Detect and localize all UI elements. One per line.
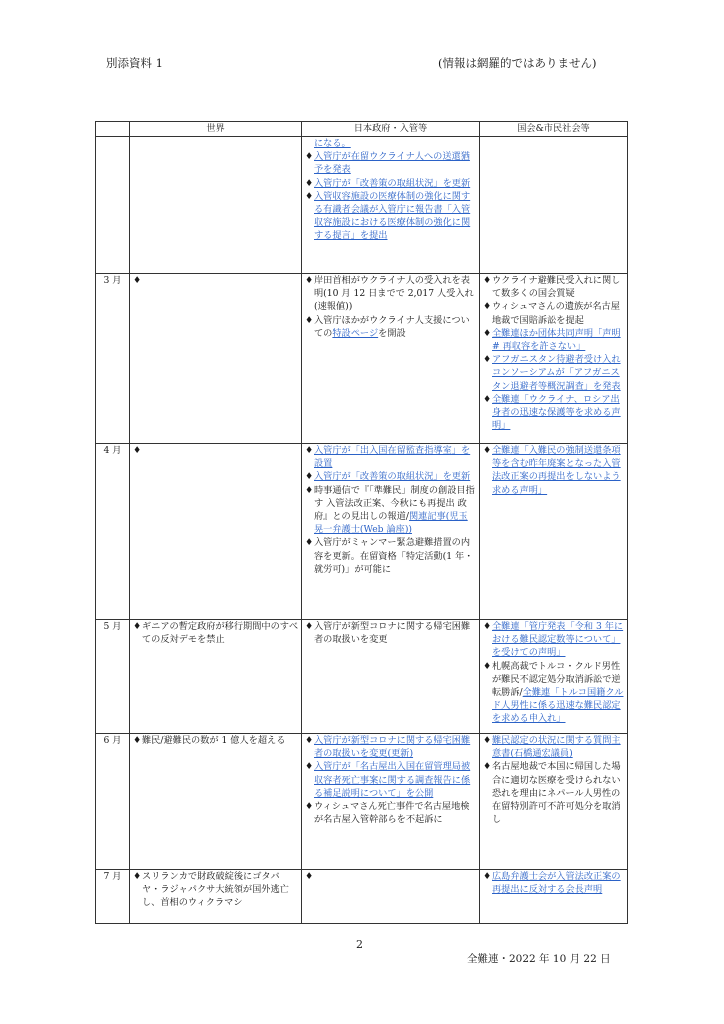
table-row xyxy=(96,620,628,734)
list-item xyxy=(133,620,298,646)
month-cell: 6 月 xyxy=(96,734,130,870)
bullet-icon: ♦ xyxy=(305,275,314,286)
bullet-icon: ♦ xyxy=(483,275,492,286)
month-cell: 5 月 xyxy=(96,620,130,734)
month-header xyxy=(96,122,130,137)
gov-item-link[interactable]: 入管庁が「改善策の取組状況」を更新 xyxy=(314,471,471,483)
list-item xyxy=(483,870,624,896)
civil-item-link[interactable]: アフガニスタン待避者受け入れコンソーシアムが「アフガニスタン退避者等概況調査」を発表 xyxy=(492,354,621,392)
bullet-icon: ♦ xyxy=(305,621,314,632)
gov-item-link[interactable]: 入管庁が「出入国在留監査指導室」を設置 xyxy=(314,445,471,470)
civil-item-link[interactable]: 全難連「管庁発表「令和 3 年における難民認定数等について」を受けての声明」 xyxy=(492,621,624,659)
civil-item-text: 札幌高裁でトルコ・クルド男性が難民不認定処分取消訴訟で逆転勝訴/ xyxy=(492,660,621,699)
document-label: 別添資料 1 xyxy=(106,56,163,70)
world-cell xyxy=(130,734,302,870)
civil-item-link[interactable]: 広島弁護士会が入管法改正案の再提出に反対する会長声明 xyxy=(492,871,621,896)
civil-cell xyxy=(480,274,628,444)
bullet-icon: ♦ xyxy=(483,871,492,882)
gov-item-text: を開設 xyxy=(378,327,406,339)
civil-item-text: ウィシュマさんの遺族が名古屋地裁で国賠訴訟を提起 xyxy=(492,301,620,326)
gov-item-text: 入管庁がミャンマー緊急避難措置の内容を更新。在留資格「特定活動(1 年・就労可)」が可能に xyxy=(314,537,474,575)
civil-cell xyxy=(480,870,628,924)
gov-item-link[interactable]: になる。 xyxy=(314,138,351,149)
gov-item-link[interactable]: 入管庁が「改善策の取組状況」を更新 xyxy=(314,177,471,189)
bullet-icon: ♦ xyxy=(305,801,314,813)
bullet-icon: ♦ xyxy=(483,301,492,313)
world-cell xyxy=(130,444,302,620)
table-header-row xyxy=(96,122,628,137)
bullet-icon: ♦ xyxy=(483,761,492,773)
civil-item-link[interactable]: 難民認定の状況に関する質問主意書(石橋通宏議員) xyxy=(492,735,621,760)
list-item xyxy=(305,620,476,646)
list-item xyxy=(483,300,624,326)
world-item-text: ギニアの暫定政府が移行期間中のすべての反対デモを禁止 xyxy=(142,621,299,646)
bullet-icon: ♦ xyxy=(133,735,142,746)
list-item xyxy=(305,470,476,483)
civil-item-link[interactable]: 全難連「ウクライナ、ロシア出身者の迅速な保護等を求める声明」 xyxy=(492,393,621,432)
civil-item-link[interactable]: 全難連「トルコ国籍クルド人男性に係る迅速な難民認定を求める申入れ」 xyxy=(492,687,624,725)
bullet-icon: ♦ xyxy=(483,660,492,672)
table-row xyxy=(96,274,628,444)
month-cell xyxy=(96,137,130,274)
civil-item-text: ウクライナ避難民受入れに関して数多くの国会質疑 xyxy=(492,275,621,300)
list-item xyxy=(305,536,476,576)
bullet-icon: ♦ xyxy=(133,621,142,632)
gov-item-text: 岸田首相がウクライナ人の受入れを表明(10 月 12 日までで 2,017 人受入れ(速報値)) xyxy=(314,275,474,313)
bullet-icon: ♦ xyxy=(305,735,314,746)
civil-cell xyxy=(480,734,628,870)
world-cell xyxy=(130,620,302,734)
gov-item-link[interactable]: 入管収容施設の医療体制の強化に関する有識者会議が入管庁に報告書「入管収容施設における医療体制の強化に関する提言」を提出 xyxy=(314,190,471,242)
special-page-link[interactable]: 特設ページ xyxy=(332,327,379,339)
table-row xyxy=(96,137,628,274)
list-item xyxy=(133,870,298,910)
bullet-icon: ♦ xyxy=(483,735,492,746)
gov-cell xyxy=(302,734,480,870)
gov-cell xyxy=(302,870,480,924)
list-item xyxy=(305,150,476,176)
related-article-link[interactable]: 関連記事(児玉晃一弁護士(Web 論座)) xyxy=(314,511,468,536)
table-row xyxy=(96,734,628,870)
civil-cell xyxy=(480,620,628,734)
list-item xyxy=(305,484,476,537)
list-item xyxy=(483,620,624,660)
footer-credit: 全難連・2022 年 10 月 22 日 xyxy=(467,953,611,965)
world-header: 世界 xyxy=(130,122,302,137)
bullet-icon: ♦ xyxy=(305,314,314,326)
month-cell: 7 月 xyxy=(96,870,130,924)
bullet-icon: ♦ xyxy=(133,871,142,882)
list-item xyxy=(305,274,476,314)
timeline-table xyxy=(95,121,628,924)
world-cell xyxy=(130,870,302,924)
civil-item-text: 名古屋地裁で本国に帰国した場合に適切な医療を受けられない恐れを理由にネパール人男性の在留特別許可不許可処分を取消し xyxy=(492,761,621,826)
bullet-icon: ♦ xyxy=(305,445,314,456)
list-item xyxy=(305,314,476,340)
bullet-icon: ♦ xyxy=(483,445,492,456)
world-cell xyxy=(130,274,302,444)
civil-item-link[interactable]: 全難連ほか団体共同声明「声明 # 再収容を許さない」 xyxy=(492,327,621,353)
bullet-icon: ♦ xyxy=(483,354,492,366)
gov-item-link[interactable]: 入管庁が在留ウクライナ人への送還猶予を発表 xyxy=(314,151,470,176)
list-item xyxy=(483,353,624,393)
bullet-icon: ♦ xyxy=(483,393,492,405)
table-row xyxy=(96,870,628,924)
world-item-text: 難民/避難民の数が 1 億人を超える xyxy=(142,735,286,746)
list-item xyxy=(305,760,476,800)
list-item xyxy=(305,177,476,190)
gov-item-link[interactable]: 入管庁が「名古屋出入国在留管理局被収容者死亡事案に関する調査報告に係る補足説明について」を公開 xyxy=(314,761,471,799)
bullet-icon: ♦ xyxy=(305,761,314,773)
page-number: 2 xyxy=(356,938,363,951)
gov-cell xyxy=(302,274,480,444)
bullet-icon: ♦ xyxy=(133,445,142,456)
list-item xyxy=(305,734,476,760)
gov-item-link[interactable]: 入管庁が新型コロナに関する帰宅困難者の取扱いを変更(更新) xyxy=(314,735,471,760)
bullet-icon: ♦ xyxy=(483,621,492,632)
world-item-text: スリランカで財政破綻後にゴタバヤ・ラジャパクサ大統領が国外逃亡し、首相のウィクラマシ xyxy=(142,871,289,909)
bullet-icon: ♦ xyxy=(305,871,314,882)
list-item xyxy=(483,327,624,353)
month-cell: 3 月 xyxy=(96,274,130,444)
bullet-icon: ♦ xyxy=(483,327,492,339)
japan-gov-header: 日本政府・入管等 xyxy=(302,122,480,137)
list-item xyxy=(305,800,476,826)
bullet-icon: ♦ xyxy=(133,275,142,286)
civil-society-header: 国会&市民社会等 xyxy=(480,122,628,137)
list-item xyxy=(305,190,476,243)
world-cell xyxy=(130,137,302,274)
bullet-icon: ♦ xyxy=(305,177,314,189)
month-cell: 4 月 xyxy=(96,444,130,620)
gov-item-text: 時事通信で『「準難民」制度の創設目指す 入管法改正案、今秋にも再提出 政府』との見出しの報道/ xyxy=(314,484,475,523)
bullet-icon: ♦ xyxy=(305,537,314,549)
list-item xyxy=(133,734,298,747)
bullet-icon: ♦ xyxy=(305,190,314,202)
list-item xyxy=(483,444,624,497)
list-item xyxy=(483,660,624,726)
gov-cell xyxy=(302,620,480,734)
civil-cell xyxy=(480,137,628,274)
gov-item-text: 入管庁ほかがウクライナ人支援についての xyxy=(314,314,470,339)
civil-cell xyxy=(480,444,628,620)
list-item xyxy=(305,444,476,470)
table-row xyxy=(96,444,628,620)
gov-item-text: ウィシュマさん死亡事件で名古屋地検が名古屋入管幹部らを不起訴に xyxy=(314,801,470,826)
gov-cell xyxy=(302,137,480,274)
gov-item-text: 入管庁が新型コロナに関する帰宅困難者の取扱いを変更 xyxy=(314,621,471,646)
gov-cell xyxy=(302,444,480,620)
list-item xyxy=(483,274,624,300)
bullet-icon: ♦ xyxy=(305,471,314,483)
bullet-icon: ♦ xyxy=(305,484,314,496)
bullet-icon: ♦ xyxy=(305,151,314,163)
list-item xyxy=(483,760,624,826)
list-item xyxy=(483,734,624,760)
disclaimer-note: (情報は網羅的ではありません) xyxy=(438,56,597,70)
civil-item-link[interactable]: 全難連「入難民の強制送還条項等を含む昨年廃案となった入管法改正案の再提出をしないよう求める声明」 xyxy=(492,445,621,496)
list-item xyxy=(483,393,624,433)
